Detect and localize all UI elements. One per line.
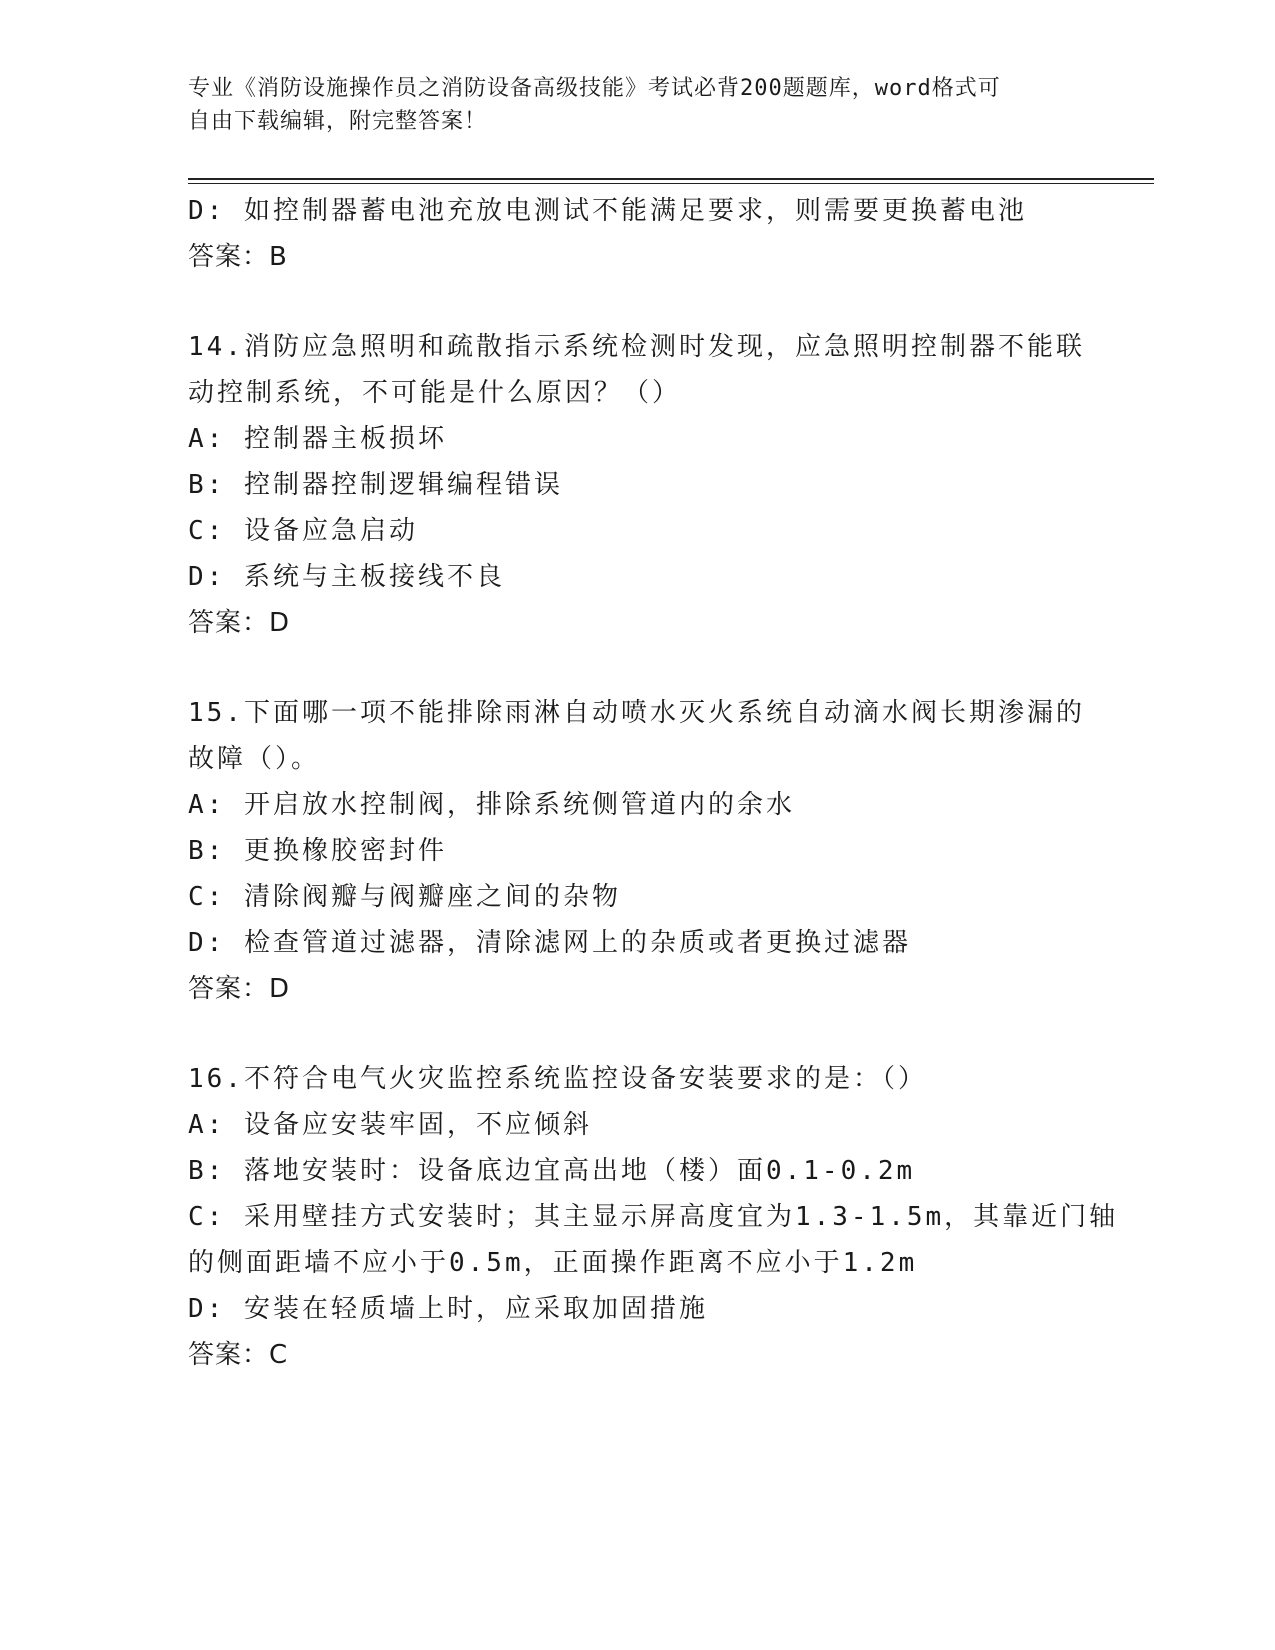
option-a: A: 控制器主板损坏 <box>188 424 447 454</box>
option-d: D: 检查管道过滤器，清除滤网上的杂质或者更换过滤器 <box>188 928 911 958</box>
header-line-1: 专业《消防设施操作员之消防设备高级技能》考试必背200题题库，word格式可 <box>188 76 1001 101</box>
spacer <box>188 646 1088 690</box>
question-stem-cont: 故障（）。 <box>188 744 321 774</box>
option-b: B: 落地安装时：设备底边宜高出地（楼）面0.1-0.2m <box>188 1156 916 1186</box>
spacer <box>188 280 1088 324</box>
option-b: B: 控制器控制逻辑编程错误 <box>188 470 563 500</box>
prev-answer: 答案：B <box>188 242 288 272</box>
prev-option-d: D: 如控制器蓄电池充放电测试不能满足要求，则需要更换蓄电池 <box>188 196 1027 226</box>
question-stem-cont: 动控制系统，不可能是什么原因？（） <box>188 378 682 408</box>
question-16 <box>188 1056 1119 1378</box>
question-stem: 14.消防应急照明和疏散指示系统检测时发现，应急照明控制器不能联 <box>188 332 1085 362</box>
option-d: D: 安装在轻质墙上时，应采取加固措施 <box>188 1294 708 1324</box>
question-14 <box>188 324 1088 646</box>
answer: 答案：C <box>188 1340 289 1370</box>
option-c: C: 清除阀瓣与阀瓣座之间的杂物 <box>188 882 621 912</box>
answer: 答案：D <box>188 974 291 1004</box>
option-c-cont: 的侧面距墙不应小于0.5m，正面操作距离不应小于1.2m <box>188 1248 918 1278</box>
question-content <box>188 188 1119 1378</box>
header-divider-thick <box>188 178 1154 180</box>
option-a: A: 开启放水控制阀，排除系统侧管道内的余水 <box>188 790 795 820</box>
option-c: C: 采用壁挂方式安装时；其主显示屏高度宜为1.3-1.5m，其靠近门轴 <box>188 1202 1119 1232</box>
option-c: C: 设备应急启动 <box>188 516 418 546</box>
option-a: A: 设备应安装牢固，不应倾斜 <box>188 1110 592 1140</box>
option-d: D: 系统与主板接线不良 <box>188 562 505 592</box>
answer: 答案：D <box>188 608 291 638</box>
header-line-2: 自由下载编辑，附完整答案！ <box>188 109 488 134</box>
option-b: B: 更换橡胶密封件 <box>188 836 447 866</box>
document-header <box>188 72 1068 138</box>
question-stem: 16.不符合电气火灾监控系统监控设备安装要求的是：（） <box>188 1064 927 1094</box>
header-divider-thin <box>188 183 1154 184</box>
question-15 <box>188 690 1088 1012</box>
spacer <box>188 1012 1088 1056</box>
question-stem: 15.下面哪一项不能排除雨淋自动喷水灭火系统自动滴水阀长期渗漏的 <box>188 698 1085 728</box>
